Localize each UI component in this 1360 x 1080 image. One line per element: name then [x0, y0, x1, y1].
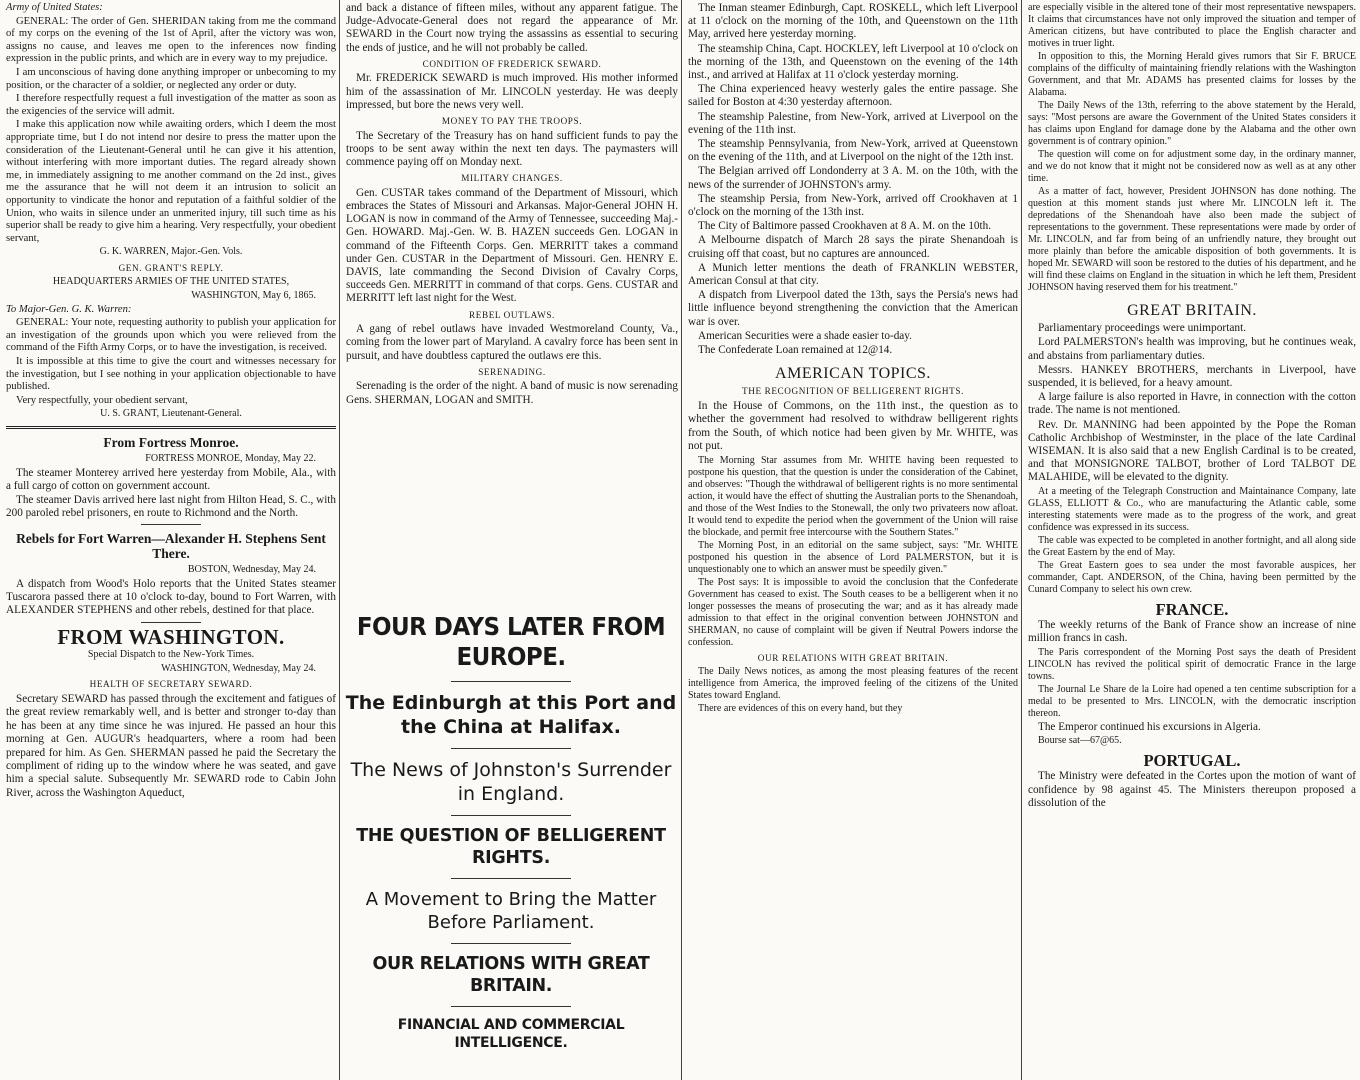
headline-fort-warren: Rebels for Fort Warren—Alexander H. Stephens Sent There. [16, 531, 326, 562]
portugal-paragraph: The Ministry were defeated in the Cortes upon the motion of want of confidence by 98 against 45. The Ministers thereupon proposed a dissolution of the [1028, 770, 1356, 809]
separator [451, 681, 571, 682]
britain-paragraph: Messrs. HANKEY BROTHERS, merchants in Liverpool, have suspended, it is believed, for a heavy amount. [1028, 363, 1356, 390]
headquarters-line: HEADQUARTERS ARMIES OF THE UNITED STATES, [52, 276, 290, 288]
separator [141, 524, 201, 525]
american-topics-heading: AMERICAN TOPICS. [775, 365, 931, 383]
relations-paragraph: In opposition to this, the Morning Herald gives rumors that Sir F. BRUCE complains of the difficulty of maintaining friendly relations with the Washington Government, and that Mr. ADAMS has presented claims for losses by the Alabama. [1028, 51, 1356, 98]
britain-paragraph: The Great Eastern goes to sea under the most favorable auspices, her commander, Capt. ANDERSON, of the China, having been permitted by the Cunard Company to select his own crew. [1028, 559, 1356, 595]
britain-paragraph: At a meeting of the Telegraph Construction and Maintainance Company, late GLASS, ELLIOTT & Co., who are manufacturing the Atlantic cable, some interesting statements were made as to the progress of the work, and great confidence was expressed in its success. [1028, 485, 1356, 533]
headline-belligerent-rights: THE QUESTION OF BELLIGERENT RIGHTS. [356, 826, 666, 868]
column-1 [0, 0, 340, 1080]
britain-paragraph: A large failure is also reported in Havre, in connection with the cotton trade. The name is not mentioned. [1028, 391, 1356, 417]
relations-paragraph: As a matter of fact, however, President JOHNSON has done nothing. The question at this moment stands just where Mr. LINCOLN left it. The depredations of the Shenandoah have also been made the subject of representations to the government. These representations were made by order of Mr. LINCOLN, and far from being of an unfriendly nature, they brought out more plainly than before the amicable disposition of both governments. It is hoped Mr. SEWARD will soon be restored to the duties of his department, and he will find these claims on England in the situation in which he left them, President JOHNSON having reserved them for his treatment." [1028, 186, 1356, 293]
news-paragraph: The Confederate Loan remained at 12@14. [698, 344, 893, 357]
news-paragraph: The Belgian arrived off Londonderry at 3 A. M. on the 10th, with the news of the surrender of JOHNSTON's army. [688, 165, 1018, 191]
recognition-heading: THE RECOGNITION OF BELLIGERENT RIGHTS. [742, 386, 964, 397]
europe-headline-block [340, 608, 682, 1080]
separator [451, 943, 571, 944]
news-paragraph: The steamship Palestine, from New-York, arrived at Liverpool on the evening of the 11th inst. [688, 110, 1018, 136]
warren-signature: G. K. WARREN, Major.-Gen. Vols. [99, 246, 243, 258]
news-paragraph: The China experienced heavy westerly gales the entire passage. She sailed for Boston at 4:30 yesterday afternoon. [688, 83, 1018, 109]
frederick-paragraph: Mr. FREDERICK SEWARD is much improved. His mother informed him of the assassination of Mr. LINCOLN yesterday. He was deeply impressed, but bore the news very well. [346, 72, 678, 111]
headline-from-washington: FROM WASHINGTON. [57, 624, 285, 649]
money-heading: MONEY TO PAY THE TROOPS. [441, 116, 583, 127]
recognition-paragraph: The Morning Star assumes from Mr. WHITE having been requested to postpone his question, that the question is under the consideration of the Cabinet, and observes: "Though the withdrawal of belligerent rights is no more sentimental action, it would have the effect of shutting the Australian ports to the Shenandoah, and those of the West Indies to the Stonewall, the only two privateers now afloat. It would tend to expedite the period when the government of the Union will raise the blockade, and permit free intercourse with the Southern States." [688, 454, 1018, 538]
britain-paragraph: Lord PALMERSTON's health was improving, but he continues weak, and abstains from parliamentary duties. [1028, 336, 1356, 362]
news-paragraph: A dispatch from Liverpool dated the 13th, says the Persia's news had little influence beyond strengthening the conviction that the American war is over. [688, 289, 1018, 328]
relations-paragraph: The Daily News notices, as among the most pleasing features of the recent intelligence from America, the improved feeling of the citizens of the United States toward England. [688, 666, 1018, 702]
portugal-heading: PORTUGAL. [1143, 750, 1241, 770]
reply-paragraph: It is impossible at this time to give the court and witnesses necessary for the investigation, but I see nothing in your application objectionable to have published. [6, 356, 336, 393]
news-paragraph: The steamship Pennsylvania, from New-York, arrived at Queenstown on the evening of the 11th, and at Liverpool on the night of the 12th inst. [688, 138, 1018, 164]
headquarters-date: WASHINGTON, May 6, 1865. [191, 290, 316, 302]
news-paragraph: A Munich letter mentions the death of FRANKLIN WEBSTER, American Consul at that city. [688, 261, 1018, 288]
rebel-paragraph: A gang of rebel outlaws have invaded Westmoreland County, Va., coming from the lower part of Maryland. A cavalry force has been sent in pursuit, and have doubtless captured the outlaws ere this. [346, 323, 678, 362]
health-paragraph: Secretary SEWARD has passed through the excitement and fatigues of the great review remarkably well, and is better and stronger to-day than he has been at any time since he was injured. He passed an hour this morning at Gen. AUGUR's headquarters, where a room had been prepared for him. As Gen. SHERMAN passed he paid the Secretary the compliment of riding up to the window where he was seated, and gave him a special salute. Subsequently Mr. SEWARD rode to Cabin John River, across the Washington Aqueduct, [6, 692, 336, 799]
reply-close: Very respectfully, your obedient servant, [16, 394, 188, 406]
headline-four-days-later: FOUR DAYS LATER FROM EUROPE. [356, 612, 666, 671]
separator [451, 748, 571, 749]
military-changes-heading: MILITARY CHANGES. [461, 173, 563, 184]
serenading-paragraph: Serenading is the order of the night. A band of music is now serenading Gens. SHERMAN, LOGAN and SMITH. [346, 380, 678, 406]
relations-paragraph: There are evidences of this on every hand, but they [698, 703, 903, 715]
monroe-paragraph: The steamer Davis arrived here last night from Hilton Head, S. C., with 200 paroled rebel prisoners, en route to Richmond and the North. [6, 494, 337, 520]
rebel-outlaws-heading: REBEL OUTLAWS. [469, 309, 555, 320]
france-paragraph: The weekly returns of the Bank of France show an increase of nine million francs in cash. [1028, 619, 1356, 645]
britain-paragraph: The cable was expected to be completed in another fortnight, and all along side the Great Eastern by the end of May. [1028, 534, 1356, 558]
separator [451, 878, 571, 879]
recognition-paragraph: The Post says: It is impossible to avoid the conclusion that the Confederate Government has ceased to exist. The South ceases to be a belligerent when it no longer possesses the means of prosecuting the war; and as it has already made admission to that effect in the original convention between JOHNSTON and SHERMAN, no cause of complaint will be given if Neutral Powers indorse the confession. [688, 576, 1018, 648]
salutation: To Major-Gen. G. K. Warren: [6, 303, 132, 315]
recognition-paragraph: The Morning Post, in an editorial on the same subject, says: "Mr. WHITE postponed his question in the absence of Lord PALMERSTON, but it is unquestionably one to which an answer must be speedily given." [688, 539, 1018, 575]
seward-health-heading: HEALTH OF SECRETARY SEWARD. [89, 679, 253, 690]
boston-paragraph: A dispatch from Wood's Holo reports that the United States steamer Tuscarora passed there at 10 o'clock to-day, bound to Fort Warren, with ALEXANDER STEPHENS and other rebels, destined for that place. [6, 578, 336, 617]
great-britain-heading: GREAT BRITAIN. [1127, 302, 1257, 319]
reply-paragraph: GENERAL: Your note, requesting authority to publish your application for an investigation of the grounds upon which you were relieved from the command of the Fifth Army Corps, or to have the investigation, is received. [6, 317, 336, 354]
headline-johnston-surrender: The News of Johnston's Surrender in England. [350, 759, 672, 805]
continued-paragraph: and back a distance of fifteen miles, without any apparent fatigue. The Judge-Advocate-General does not regard the appearance of Mr. SEWARD in the Court now trying the assassins as essential to securing the ends of justice, and he will not probably be called. [346, 2, 678, 54]
news-paragraph: American Securities were a shade easier to-day. [698, 329, 912, 342]
grant-reply-heading: GEN. GRANT'S REPLY. [118, 262, 224, 273]
separator [451, 1006, 571, 1007]
france-paragraph: The Emperor continued his excursions in Algeria. [1038, 720, 1261, 733]
separator [451, 815, 571, 816]
monroe-paragraph: The steamer Monterey arrived here yesterday from Mobile, Ala., with a full cargo of cotton on government account. [6, 466, 336, 492]
column-3 [682, 0, 1022, 1080]
letter-paragraph: GENERAL: The order of Gen. SHERIDAN taking from me the command of my corps on the evening of the 1st of April, after the victory was won, assigns no cause, and leaves me open to the inferences now finding expression in the public prints, and which are in every way to my prejudice. [6, 15, 336, 65]
france-paragraph: The Journal Le Share de la Loire had opened a ten centime subscription for a medal to be presented to Mrs. LINCOLN, with the democratic inscription thereon. [1028, 683, 1356, 719]
separator [141, 622, 201, 623]
britain-paragraph: Rev. Dr. MANNING had been appointed by the Pope the Roman Catholic Archbishop of Westminster, in the place of the late Cardinal WISEMAN. It is also said that a new English Cardinal is to be created, and that MONSIGNORE TALBOT, brother of Lord TALBOT DE MALAHIDE, will be elevated to the dignity. [1028, 418, 1356, 484]
bourse-line: Bourse sat—67@65. [1038, 734, 1122, 746]
france-heading: FRANCE. [1155, 599, 1229, 619]
relations-paragraph: The Daily News of the 13th, referring to the above statement by the Herald, says: "Most persons are aware the Government of the United States considers it has claims upon England for damage done by the Alabama and the other own government is of contrary opinion." [1028, 100, 1356, 147]
grant-signature: U. S. GRANT, Lieutenant-General. [100, 408, 242, 420]
serenading-heading: SERENADING. [478, 366, 546, 377]
special-dispatch-line: Special Dispatch to the New-York Times. [87, 649, 255, 661]
relations-continued: are especially visible in the altered tone of their most representative newspapers. It claims that circumstances have not only improved the situation and temper of American citizens, but have contributed to place the English character and motives in truer light. [1028, 2, 1356, 49]
letter-paragraph: I am unconscious of having done anything improper or unbecoming to my position, or the character of a soldier, or neglected any order or duty. [6, 66, 336, 91]
relations-heading: OUR RELATIONS WITH GREAT BRITAIN. [757, 652, 949, 663]
recognition-paragraph: In the House of Commons, on the 11th inst., the question as to whether the government had resolved to withdraw belligerent rights from the South, of which notice had been given by Mr. WHITE, was not put. [688, 399, 1018, 453]
column-4 [1022, 0, 1360, 1080]
headline-edinburgh: The Edinburgh at this Port and the China at Halifax. [345, 692, 677, 738]
france-paragraph: The Paris correspondent of the Morning Post says the death of President LINCOLN has revived the political spirit of democratic France in the large towns. [1028, 646, 1356, 682]
headline-financial: FINANCIAL AND COMMERCIAL INTELLIGENCE. [397, 1017, 625, 1051]
headline-relations-britain: OUR RELATIONS WITH GREAT BRITAIN. [372, 954, 650, 996]
news-paragraph: The steamship China, Capt. HOCKLEY, left Liverpool at 10 o'clock on the morning of the 13th, and Queenstown on the evening of the 14th inst., and arrived at Halifax at 11 o'clock yesterday morning. [688, 42, 1018, 82]
money-paragraph: The Secretary of the Treasury has on hand sufficient funds to pay the troops to be sent away within the next ten days. The paymasters will commence paying off on Monday next. [346, 129, 678, 169]
letter-paragraph: I therefore respectfully request a full investigation of the matter as soon as the exigencies of the service will admit. [6, 93, 336, 117]
frederick-seward-heading: CONDITION OF FREDERICK SEWARD. [422, 58, 602, 69]
relations-paragraph: The question will come on for adjustment some day, in the ordinary manner, and we do not know that it might not be considered now as well as at any other time. [1028, 149, 1356, 184]
letter-paragraph: I make this application now while awaiting orders, which I deem the most appropriate time, but I do not intend nor desire to press the matter upon the consideration of the Lieutenant-General until he can give it his attention, without interfering with more important duties. The regard already shown me, in immediately assigning to me another command on the 2d inst., gives me the assurance that he will not deem it an intrusion to solicit an opportunity to vindicate the honor and reputation of a faithful soldier of the Union, who waits in silence under an unmerited injury, till such time as his superior shall be ready to give him a hearing. Very respectfully, your obedient servant, [6, 119, 336, 244]
news-paragraph: A Melbourne dispatch of March 28 says the pirate Shenandoah is cruising off that coast, but no captures are announced. [688, 234, 1018, 260]
washington-dateline: WASHINGTON, Wednesday, May 24. [161, 662, 316, 674]
news-paragraph: The Inman steamer Edinburgh, Capt. ROSKELL, which left Liverpool at 11 o'clock on the morning of the 10th, and Queenstown on the 11th May, arrived here yesterday morning. [688, 2, 1018, 41]
news-paragraph: The City of Baltimore passed Crookhaven at 8 A. M. on the 10th. [698, 220, 992, 233]
boston-dateline: BOSTON, Wednesday, May 24. [187, 564, 316, 576]
headline-fortress-monroe: From Fortress Monroe. [103, 435, 239, 450]
news-paragraph: The steamship Persia, from New-York, arrived off Crookhaven at 1 o'clock on the morning of the 13th inst. [688, 192, 1018, 219]
military-paragraph: Gen. CUSTAR takes command of the Department of Missouri, which embraces the States of Missouri and Arkansas. Major-General JOHN H. LOGAN is now in command of the Army of Tennessee, succeeding Maj.-Gen. HOWARD. Maj.-Gen. W. B. HAZEN succeeds Gen. LOGAN in command of the Fifteenth Corps. Gen. MERRITT takes a command under Gen. CUSTAR in the Department of Missouri. Gen. HENRY E. DAVIS, late commanding the Second Division of Cavalry Corps, succeeds Gen. MERRITT in command of that corps. Gens. CUSTAR and MERRITT left last night for the West. [346, 186, 678, 305]
britain-paragraph: Parliamentary proceedings were unimportant. [1038, 322, 1247, 334]
headline-parliament-movement: A Movement to Bring the Matter Before Parliament. [365, 889, 657, 933]
double-rule [6, 426, 336, 429]
army-line: Army of United States: [6, 2, 103, 13]
monroe-dateline: FORTRESS MONROE, Monday, May 22. [145, 453, 316, 464]
